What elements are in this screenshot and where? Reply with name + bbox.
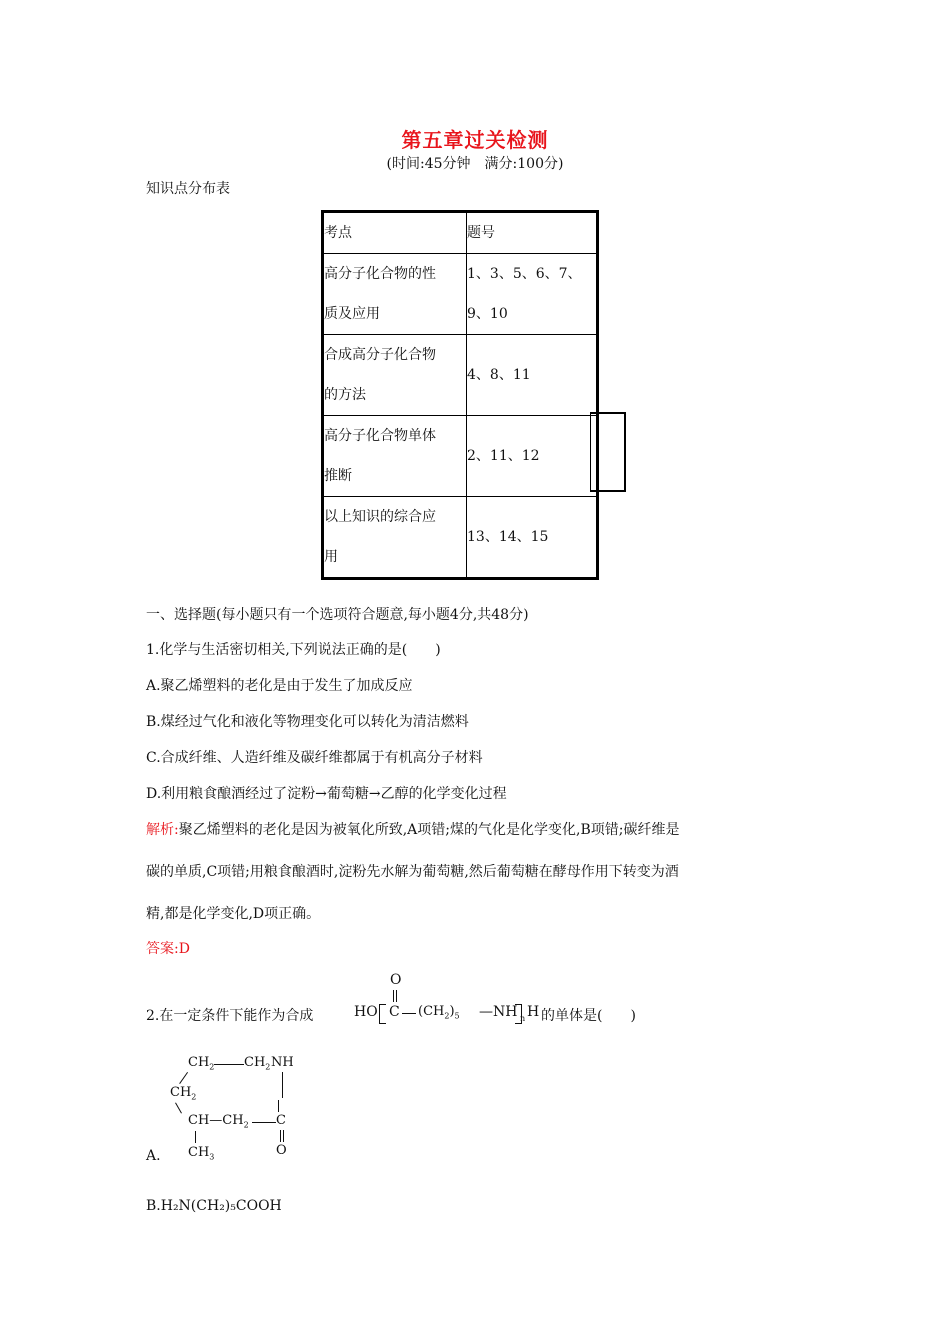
question-1-stem: 1.化学与生活密切相关,下列说法正确的是( ) <box>146 642 441 658</box>
question-1-option-a: A.聚乙烯塑料的老化是由于发生了加成反应 <box>146 678 413 694</box>
analysis-text: 聚乙烯塑料的老化是因为被氧化所致,A项错;煤的气化是化学变化,B项错;碳纤维是 <box>178 822 680 838</box>
table-header-topic: 考点 <box>323 212 467 254</box>
table-cell-topic: 推断 <box>324 468 352 484</box>
bond-line <box>252 1122 276 1123</box>
ring-ch2-2: $CH_2$ <box>244 1055 271 1072</box>
question-2-stem-end: 的单体是( ) <box>541 1008 636 1024</box>
table-cell-numbers: 9、10 <box>467 306 508 322</box>
bracket-left <box>379 1004 386 1024</box>
answer-label: 答案: <box>146 941 179 957</box>
polymer-structure <box>354 972 539 1028</box>
question-1-option-d: D.利用粮食酿酒经过了淀粉→葡萄糖→乙醇的化学变化过程 <box>146 786 507 802</box>
page-title: 第五章过关检测 <box>401 128 549 152</box>
table-row <box>323 497 598 579</box>
table-cell-topic: 质及应用 <box>324 306 380 322</box>
question-1-option-c: C.合成纤维、人造纤维及碳纤维都属于有机高分子材料 <box>146 750 483 766</box>
knowledge-distribution-table <box>321 210 599 580</box>
analysis-label: 解析: <box>146 822 179 838</box>
question-1-option-b: B.煤经过气化和液化等物理变化可以转化为清洁燃料 <box>146 714 469 730</box>
ring-nh: NH <box>271 1055 294 1070</box>
ring-oxygen: O <box>276 1143 287 1158</box>
ring-carbonyl-c: C <box>276 1113 286 1128</box>
polymer-h: H <box>527 1004 540 1020</box>
carbonyl-oxygen: O <box>390 972 402 988</box>
option-a-structure <box>168 1055 318 1165</box>
table-cell-topic: 的方法 <box>324 387 366 403</box>
question-1-analysis-line2: 碳的单质,C项错;用粮食酿酒时,淀粉先水解为葡萄糖,然后葡萄糖在酵母作用下转变为酒 <box>146 864 679 880</box>
question-1-analysis <box>146 819 679 839</box>
table-cell-numbers: 1、3、5、6、7、 <box>467 266 582 282</box>
table-cell-topic: 高分子化合物的性 <box>324 266 436 282</box>
bond-line <box>402 1013 416 1014</box>
polymer-ch2: $(CH_2)_5$ <box>418 1004 460 1021</box>
table-cell-numbers: 2、11、12 <box>467 416 598 497</box>
table-cell-topic: 合成高分子化合物 <box>324 347 436 363</box>
table-row <box>323 254 598 335</box>
table-cell-numbers: 13、14、15 <box>467 497 598 579</box>
question-1-answer <box>146 938 190 958</box>
page-subtitle: (时间:45分钟 满分:100分) <box>386 156 564 172</box>
polymer-ho: HO <box>354 1004 378 1020</box>
double-bond <box>393 990 397 1002</box>
ring-ch2-1: $CH_2$ <box>188 1055 215 1072</box>
table-cell-topic: 用 <box>324 549 338 565</box>
section-heading: 一、选择题(每小题只有一个选项符合题意,每小题4分,共48分) <box>146 607 529 623</box>
question-2-stem-start: 2.在一定条件下能作为合成 <box>146 1008 314 1024</box>
bond-line <box>278 1100 279 1112</box>
double-bond <box>280 1130 284 1142</box>
ring-ch2-3: $CH_2$ <box>170 1085 197 1102</box>
table-caption: 知识点分布表 <box>146 181 230 197</box>
table-header-numbers: 题号 <box>467 212 598 254</box>
polymer-n: n <box>520 1014 526 1023</box>
answer-value: D <box>178 941 190 957</box>
bond-line <box>195 1131 196 1143</box>
methyl-group: $CH_3$ <box>188 1145 215 1162</box>
table-side-box <box>590 412 626 492</box>
table-row <box>323 335 598 416</box>
bond-line <box>179 1072 189 1085</box>
table-cell-numbers: 4、8、11 <box>467 335 598 416</box>
bond-line <box>282 1072 283 1098</box>
table-row <box>323 416 598 497</box>
bond-line <box>175 1103 182 1114</box>
question-2-option-b: B.H₂N(CH₂)₅COOH <box>146 1198 282 1214</box>
bond-line <box>214 1064 244 1065</box>
polymer-nh: —NH <box>479 1004 518 1020</box>
question-1-analysis-line3: 精,都是化学变化,D项正确。 <box>146 906 321 922</box>
question-2-option-a-label: A. <box>146 1148 161 1164</box>
polymer-c: C <box>389 1004 400 1020</box>
table-cell-topic: 以上知识的综合应 <box>324 509 436 525</box>
ring-ch-ch2: $CH—CH_2$ <box>188 1113 249 1130</box>
table-cell-topic: 高分子化合物单体 <box>324 428 436 444</box>
